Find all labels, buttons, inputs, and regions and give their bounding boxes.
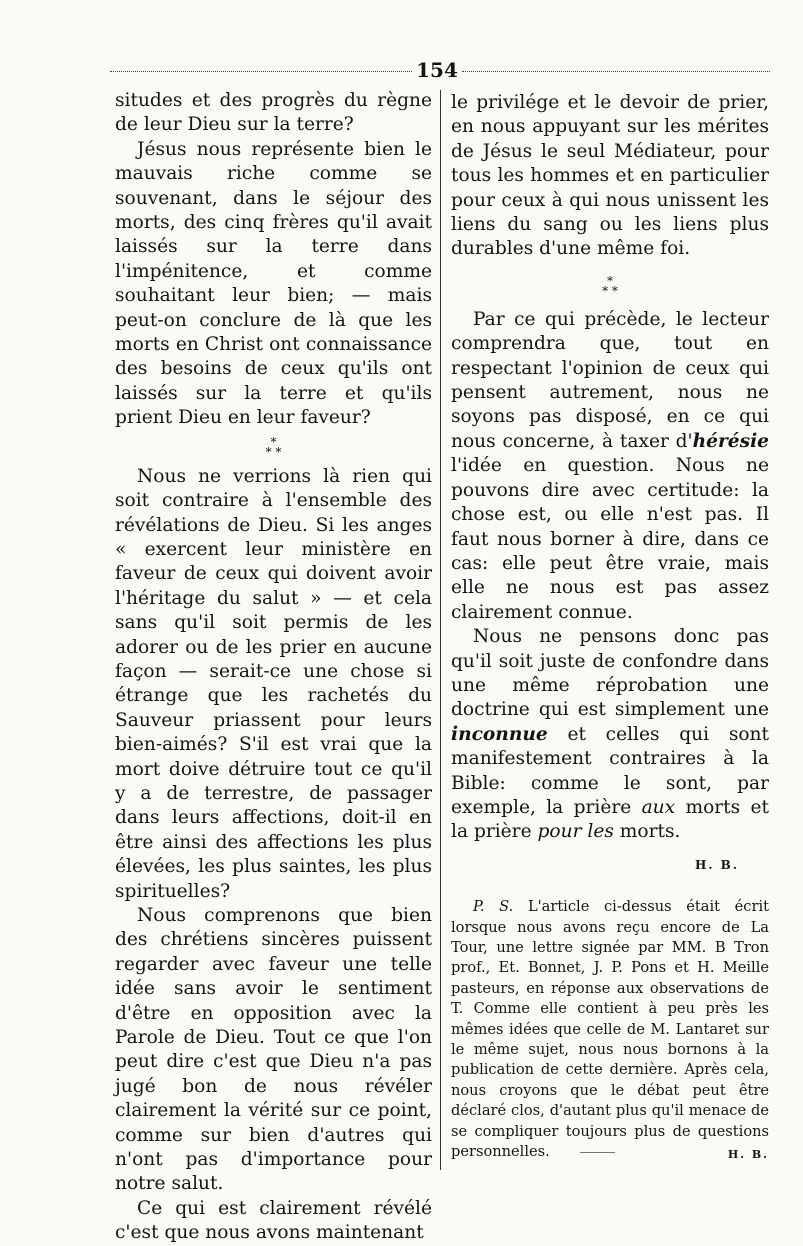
left-column bbox=[115, 89, 432, 1246]
left-paragraph-1: situdes et des progrès du règne de leur Dieu sur la terre? bbox=[115, 90, 432, 136]
header-ornament-right bbox=[462, 71, 770, 75]
section-separator: * * * bbox=[265, 434, 282, 459]
left-paragraph-3: Nous ne verrions là rien qui soit contraire à l'ensemble des révélations de Dieu. Si les anges « exercent leur ministère en faveur de ceux qui doivent avoir l'héritage du salut » — et cela sans qu'il soit permis de les adorer ou de les prier en aucune façon — serait-ce une chose si étrange que les rachetés du Sauveur priassent pour leurs bien-aimés? S'il est vrai que la mort doive détruire tout ce qu'il y a de terrestre, de passager dans leurs affections, doit-il en être ainsi des affections les plus élevées, les plus saintes, les plus spirituelles? bbox=[115, 465, 432, 902]
section-separator: * * * bbox=[602, 273, 618, 298]
emphasis-pour-les: pour les bbox=[537, 821, 614, 843]
left-paragraph-4: Nous comprenons que bien des chrétiens sincères puissent regarder avec faveur une telle idée sans avoir le sentiment d'être en opposition avec la Parole de Dieu. Tout ce que l'on peut dire c'est que Dieu n'a pas jugé bon de nous révéler clairement la vérité sur ce point, comme sur bien d'autres qui n'ont pas d'importance pour notre salut. bbox=[115, 905, 432, 1195]
page-header bbox=[110, 58, 770, 84]
postscript-lead: P. S. bbox=[473, 898, 514, 916]
right-paragraph-2: Par ce qui précède, le lecteur comprendra que, tout en respectant l'opinion de ceux qui pensent autrement, nous ne soyons pas disposé, en ce qui nous concerne, à taxer d'hérésie l'idée en question. Nous ne pouvons dire avec certitude: la chose est, ou elle n'est pas. Il faut nous borner à dire, dans ce cas: elle peut être vraie, mais elle ne nous est pas assez clairement connue. bbox=[451, 308, 769, 623]
emphasis-heresie: hérésie bbox=[692, 430, 769, 452]
postscript-initials: H. B. bbox=[727, 1148, 769, 1162]
signature: H. B. bbox=[694, 857, 739, 872]
footer-rule bbox=[580, 1152, 615, 1153]
right-paragraph-3: Nous ne pensons donc pas qu'il soit juste de confondre dans une même réprobation une doctrine qui est simplement une inconnue et celles qui sont manifestement contraires à la Bible: comme le sont, par exemple, la prière aux morts et la prière pour les morts. bbox=[451, 626, 769, 843]
emphasis-aux: aux bbox=[641, 796, 676, 818]
column-divider bbox=[440, 90, 441, 1170]
right-paragraph-1: le privilége et le devoir de prier, en nous appuyant sur les mérites de Jésus le seul Médiateur, pour tous les hommes et en particulier pour ceux à qui nous unissent les liens du sang ou les liens plus durables d'une même foi. bbox=[451, 92, 769, 260]
right-column bbox=[451, 91, 769, 1165]
page-number: 154 bbox=[416, 58, 458, 82]
left-paragraph-2: Jésus nous représente bien le mauvais riche comme se souvenant, dans le séjour des morts, des cinq frères qu'il avait laissés sur la terre dans l'impénitence, et comme souhaitant leur bien; — mais peut-on conclure de là que les morts en Christ ont connaissance des besoins de ceux qu'ils ont laissés sur la terre et qu'ils prient Dieu en leur faveur? bbox=[115, 138, 432, 429]
header-ornament-left bbox=[110, 71, 412, 75]
left-paragraph-5: Ce qui est clairement révélé c'est que nous avons maintenant bbox=[115, 1197, 432, 1244]
emphasis-inconnue: inconnue bbox=[451, 723, 548, 745]
postscript: P. S. L'article ci-dessus était écrit lorsque nous avons reçu encore de La Tour, une lettre signée par MM. B Tron prof., Et. Bonnet, J. P. Pons et H. Meille pasteurs, en réponse aux observations de T. Comme elle contient à peu près les mêmes idées que celle de M. Lantaret sur le même sujet, nous nous bornons à la publication de cette dernière. Après cela, nous croyons que le débat peut être déclaré clos, d'autant plus qu'il menace de se compliquer toujours plus de questions personnelles. H. B. bbox=[451, 897, 769, 1162]
